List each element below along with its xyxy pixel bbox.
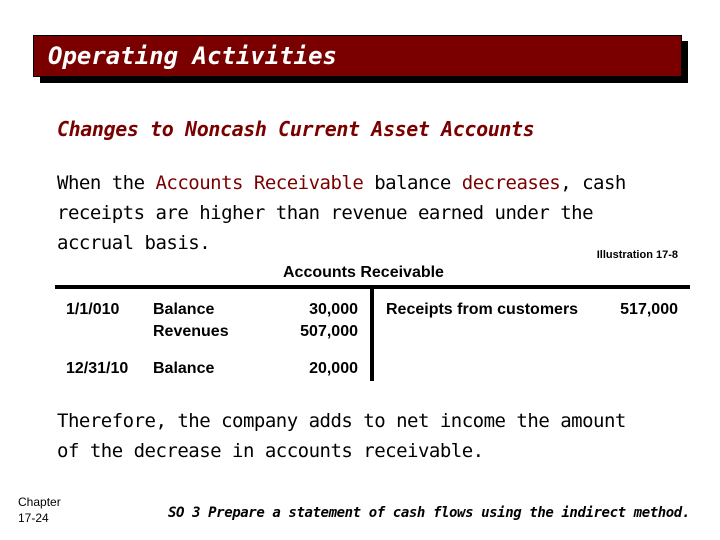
illustration-label: Illustration 17-8 bbox=[596, 249, 678, 261]
study-objective-footer: SO 3 Prepare a statement of cash flows using the indirect method. bbox=[168, 505, 690, 521]
t-row1-value: 30,000 bbox=[309, 301, 358, 318]
subtitle: Changes to Noncash Current Asset Accounts bbox=[57, 117, 535, 141]
t-row1-date: 1/1/010 bbox=[66, 301, 120, 318]
intro-text: When the bbox=[57, 172, 156, 194]
chapter-label bbox=[18, 494, 61, 526]
t-row3-label: Balance bbox=[153, 360, 215, 377]
conclusion-paragraph bbox=[57, 406, 626, 466]
intro-line-1 bbox=[57, 168, 626, 198]
t-row3-value: 20,000 bbox=[309, 360, 358, 377]
accounts-receivable-highlight: Accounts Receivable bbox=[155, 172, 364, 194]
slide-title: Operating Activities bbox=[48, 42, 337, 70]
decreases-highlight: decreases bbox=[461, 172, 561, 194]
chapter-page: 17-24 bbox=[18, 511, 49, 525]
intro-line-3: accrual basis. bbox=[57, 232, 211, 254]
t-row1-label: Balance bbox=[153, 301, 215, 318]
t-credit-label: Receipts from customers bbox=[386, 301, 579, 318]
t-row2-label: Revenues bbox=[153, 323, 229, 340]
intro-line-2: receipts are higher than revenue earned under the bbox=[57, 202, 594, 224]
intro-text: , cash bbox=[560, 172, 626, 194]
chapter-text: Chapter bbox=[18, 495, 61, 509]
conclusion-line-2: of the decrease in accounts receivable. bbox=[57, 440, 484, 462]
intro-text: balance bbox=[363, 172, 462, 194]
t-row2-value: 507,000 bbox=[300, 323, 358, 340]
intro-paragraph bbox=[57, 168, 626, 258]
t-row3-date: 12/31/10 bbox=[66, 360, 129, 377]
t-account-vertical-line bbox=[370, 285, 374, 381]
t-credit-value: 517,000 bbox=[620, 301, 678, 318]
conclusion-line-1: Therefore, the company adds to net income the amount bbox=[57, 410, 626, 432]
t-account-title: Accounts Receivable bbox=[283, 264, 444, 281]
